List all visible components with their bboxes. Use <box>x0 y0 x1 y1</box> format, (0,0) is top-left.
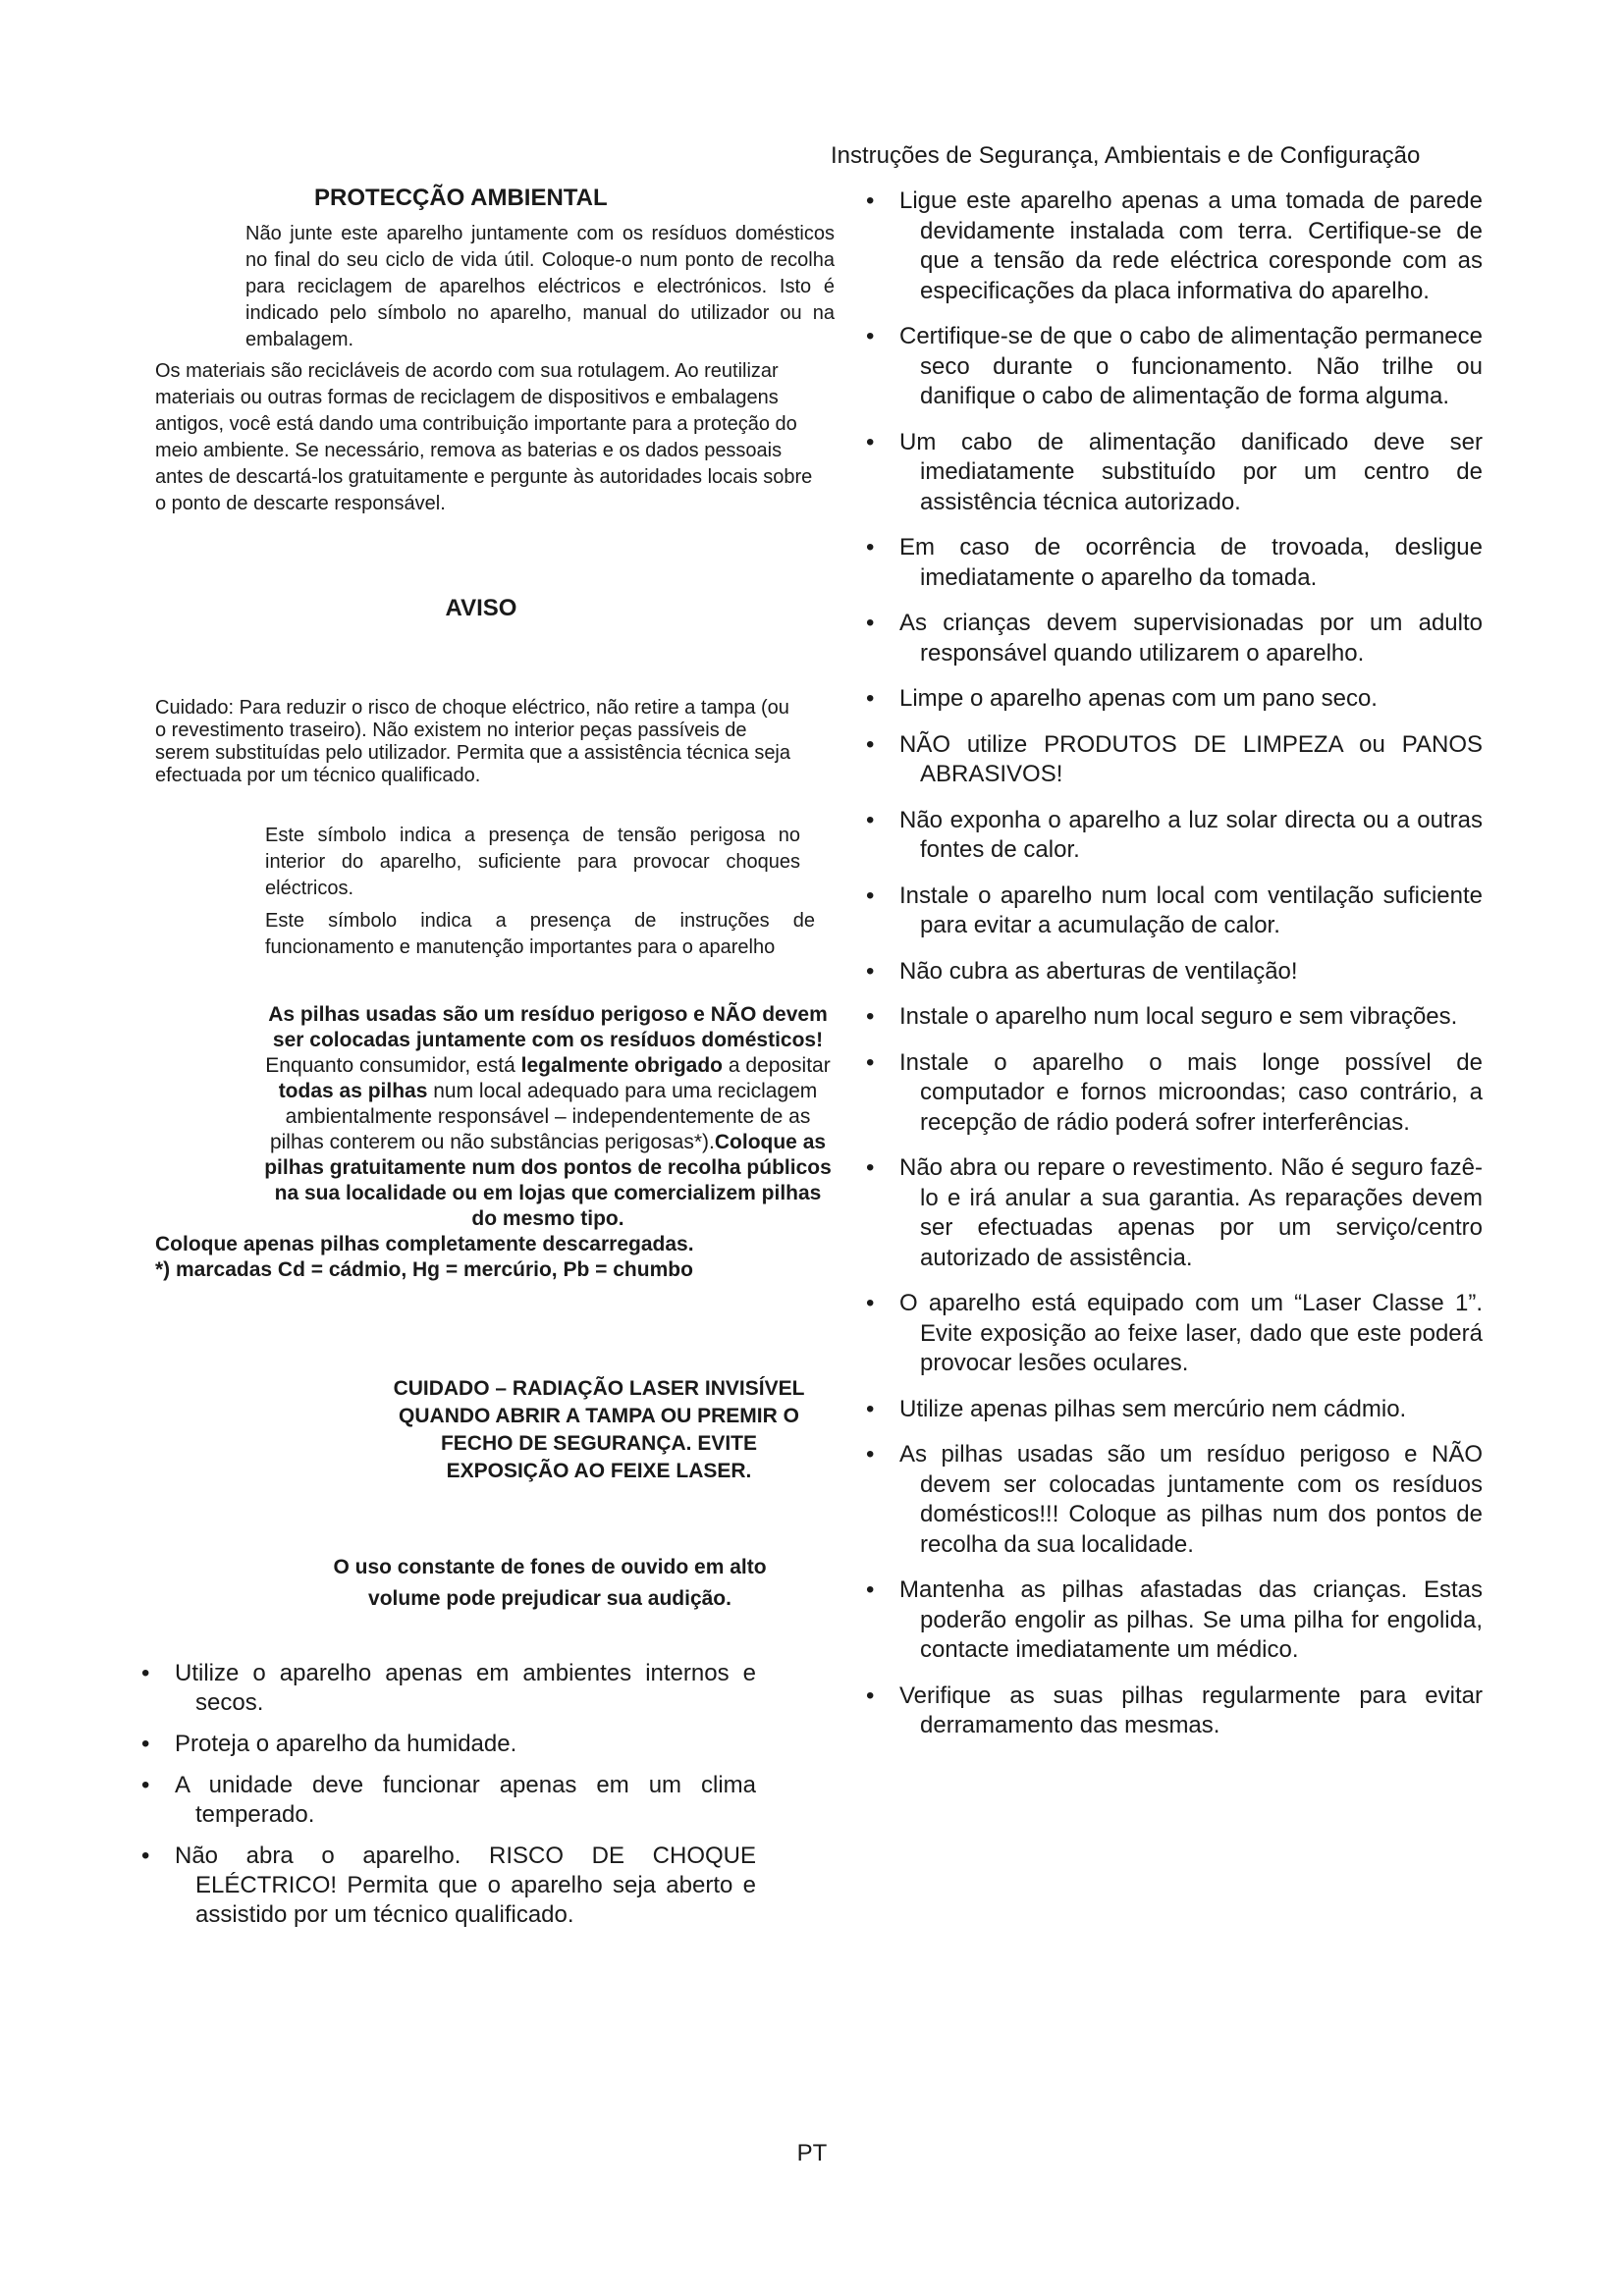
bullet-icon: • <box>141 1731 150 1757</box>
bullet-icon: • <box>141 1842 150 1869</box>
list-item <box>862 533 1483 593</box>
list-item-text: Limpe o aparelho apenas com um pano seco. <box>899 685 1378 712</box>
list-item <box>862 881 1483 941</box>
bullet-icon: • <box>141 1660 150 1686</box>
batteries-bold-2: legalmente obrigado <box>520 1054 723 1077</box>
list-item-text: Proteja o aparelho da humidade. <box>175 1731 517 1757</box>
symbol-voltage-text: Este símbolo indica a presença de tensão perigosa no interior do aparelho, suficiente para provocar choques eléctricos. <box>265 825 800 899</box>
list-item <box>862 806 1483 866</box>
laser-warning: CUIDADO – RADIAÇÃO LASER INVISÍVEL QUANDO ABRIR A TAMPA OU PREMIR O FECHO DE SEGURANÇA. EVITE EXPOSIÇÃO AO FEIXE LASER. <box>393 1377 805 1482</box>
list-item <box>862 428 1483 518</box>
list-item-text: Instale o aparelho num local seguro e sem vibrações. <box>899 1003 1458 1030</box>
warning-caution: Cuidado: Para reduzir o risco de choque eléctrico, não retire a tampa (ou o revestimento traseiro). Não existem no interior peças passíveis de serem substituídas pelo utilizador. Permita que a assistência técnica seja efectuada por um técnico qualificado. <box>155 697 791 786</box>
warning-title: AVISO <box>445 595 517 621</box>
bullet-icon: • <box>141 1772 150 1798</box>
environment-paragraph-1: Não junte este aparelho juntamente com os resíduos domésticos no final do seu ciclo de vida útil. Coloque-o num ponto de recolha para reciclagem de aparelhos eléctricos e electrónicos. Isto é indicado pelo símbolo no aparelho, manual do utilizador ou na embalagem. <box>245 223 835 350</box>
list-item <box>862 684 1483 715</box>
list-item <box>862 1002 1483 1033</box>
bullet-icon: • <box>866 1290 875 1316</box>
list-item <box>862 1289 1483 1379</box>
batteries-bold-5: Coloque apenas pilhas completamente descarregadas. <box>155 1233 694 1255</box>
bullet-icon: • <box>866 1682 875 1709</box>
list-item-text: Certifique-se de que o cabo de alimentação permanece seco durante o funcionamento. Não trilhe ou danifique o cabo de alimentação de forma alguma. <box>899 323 1483 409</box>
list-item-text: Utilize apenas pilhas sem mercúrio nem cádmio. <box>899 1395 1407 1422</box>
list-item-text: Instale o aparelho o mais longe possível de computador e fornos microondas; caso contrário, a recepção de rádio poderá sofrer interferências. <box>899 1048 1483 1136</box>
list-item-text: Não abra ou repare o revestimento. Não é seguro fazê-lo e irá anular a sua garantia. As reparações devem ser efectuadas apenas por um serviço/centro autorizado de assistência. <box>899 1154 1483 1271</box>
batteries-bold-3: todas as pilhas <box>278 1080 428 1102</box>
right-bullet-list <box>862 187 1483 1741</box>
batteries-text-3: num local adequado para uma reciclagem ambientalmente responsável – independentemente de as pilhas conterem ou não substâncias perigosas*). <box>269 1080 818 1153</box>
bullet-icon: • <box>866 428 875 455</box>
batteries-bold-4: Coloque as pilhas gratuitamente num dos pontos de recolha públicos na sua localidade ou em lojas que comercializem pilhas do mesmo tipo. <box>264 1131 832 1230</box>
list-item <box>862 322 1483 412</box>
list-item <box>862 187 1483 306</box>
list-item-text: As pilhas usadas são um resíduo perigoso e NÃO devem ser colocadas juntamente com os resíduos domésticos!!! Coloque as pilhas num dos pontos de recolha da sua localidade. <box>899 1441 1483 1558</box>
bullet-icon: • <box>866 534 875 561</box>
batteries-block <box>155 1002 833 1283</box>
bullet-icon: • <box>866 323 875 349</box>
bullet-icon: • <box>866 187 875 214</box>
list-item-text: Verifique as suas pilhas regularmente para evitar derramamento das mesmas. <box>899 1682 1483 1738</box>
list-item-text: Utilize o aparelho apenas em ambientes internos e secos. <box>175 1660 756 1716</box>
list-item-text: As crianças devem supervisionadas por um adulto responsável quando utilizarem o aparelho. <box>899 610 1483 667</box>
batteries-intro <box>155 1002 833 1232</box>
list-item <box>137 1842 756 1930</box>
batteries-bold-6: *) marcadas Cd = cádmio, Hg = mercúrio, Pb = chumbo <box>155 1258 693 1281</box>
bullet-icon: • <box>866 957 875 985</box>
right-header: Instruções de Segurança, Ambientais e de Configuração <box>831 142 1421 169</box>
list-item-text: Não exponha o aparelho a luz solar directa ou a outras fontes de calor. <box>899 806 1483 863</box>
list-item-text: Ligue este aparelho apenas a uma tomada de parede devidamente instalada com terra. Certifique-se de que a tensão da rede eléctrica coresponde com as especificações da placa informativa do aparelho. <box>899 187 1483 304</box>
environment-title: PROTECÇÃO AMBIENTAL <box>314 185 608 211</box>
bullet-icon: • <box>866 1395 875 1422</box>
headphones-warning: O uso constante de fones de ouvido em alto volume pode prejudicar sua audição. <box>333 1556 767 1610</box>
bullet-icon: • <box>866 881 875 909</box>
batteries-text-2: a depositar <box>722 1054 831 1077</box>
bullet-icon: • <box>866 1048 875 1076</box>
batteries-note-2 <box>155 1257 833 1283</box>
bullet-icon: • <box>866 1441 875 1468</box>
list-item-text: Não abra o aparelho. RISCO DE CHOQUE ELÉCTRICO! Permita que o aparelho seja aberto e assistido por um técnico qualificado. <box>175 1842 756 1928</box>
symbol-instructions-text: Este símbolo indica a presença de instruções de funcionamento e manutenção importantes para o aparelho <box>265 910 815 958</box>
left-bullet-list <box>137 1659 756 1930</box>
bullet-icon: • <box>866 806 875 833</box>
bullet-icon: • <box>866 730 875 758</box>
batteries-bold-1: As pilhas usadas são um resíduo perigoso e NÃO devem ser colocadas juntamente com os resíduos domésticos! <box>268 1003 828 1051</box>
list-item-text: NÃO utilize PRODUTOS DE LIMPEZA ou PANOS ABRASIVOS! <box>899 730 1483 787</box>
list-item <box>862 609 1483 668</box>
list-item <box>862 1395 1483 1425</box>
bullet-icon: • <box>866 610 875 636</box>
batteries-text-1: Enquanto consumidor, está <box>265 1054 521 1077</box>
list-item-text: A unidade deve funcionar apenas em um clima temperado. <box>175 1772 756 1828</box>
list-item <box>862 1440 1483 1560</box>
list-item-text: Mantenha as pilhas afastadas das crianças. Estas poderão engolir as pilhas. Se uma pilha for engolida, contacte imediatamente um médico. <box>899 1576 1483 1663</box>
batteries-note-1 <box>155 1232 833 1257</box>
bullet-icon: • <box>866 685 875 712</box>
list-item-text: Não cubra as aberturas de ventilação! <box>899 957 1298 985</box>
bullet-icon: • <box>866 1576 875 1603</box>
bullet-icon: • <box>866 1154 875 1181</box>
list-item <box>862 1153 1483 1273</box>
page-footer-language: PT <box>796 2140 828 2166</box>
list-item <box>137 1730 756 1759</box>
list-item <box>862 1682 1483 1741</box>
list-item <box>862 957 1483 988</box>
list-item-text: Um cabo de alimentação danificado deve ser imediatamente substituído por um centro de assistência técnica autorizado. <box>899 428 1483 515</box>
list-item <box>137 1659 756 1718</box>
list-item-text: O aparelho está equipado com um “Laser Classe 1”. Evite exposição ao feixe laser, dado que este poderá provocar lesões oculares. <box>899 1290 1483 1376</box>
bullet-icon: • <box>866 1003 875 1030</box>
list-item <box>862 730 1483 790</box>
environment-paragraph-2: Os materiais são recicláveis de acordo com sua rotulagem. Ao reutilizar materiais ou outras formas de reciclagem de dispositivos e embalagens antigos, você está dando uma contribuição importante para a proteção do meio ambiente. Se necessário, remova as baterias e os dados pessoais antes de descartá-los gratuitamente e pergunte às autoridades locais sobre o ponto de descarte responsável. <box>155 360 813 514</box>
list-item-text: Instale o aparelho num local com ventilação suficiente para evitar a acumulação de calor. <box>899 881 1483 938</box>
list-item-text: Em caso de ocorrência de trovoada, desligue imediatamente o aparelho da tomada. <box>899 534 1483 591</box>
list-item <box>862 1048 1483 1139</box>
list-item <box>137 1771 756 1830</box>
list-item <box>862 1575 1483 1666</box>
